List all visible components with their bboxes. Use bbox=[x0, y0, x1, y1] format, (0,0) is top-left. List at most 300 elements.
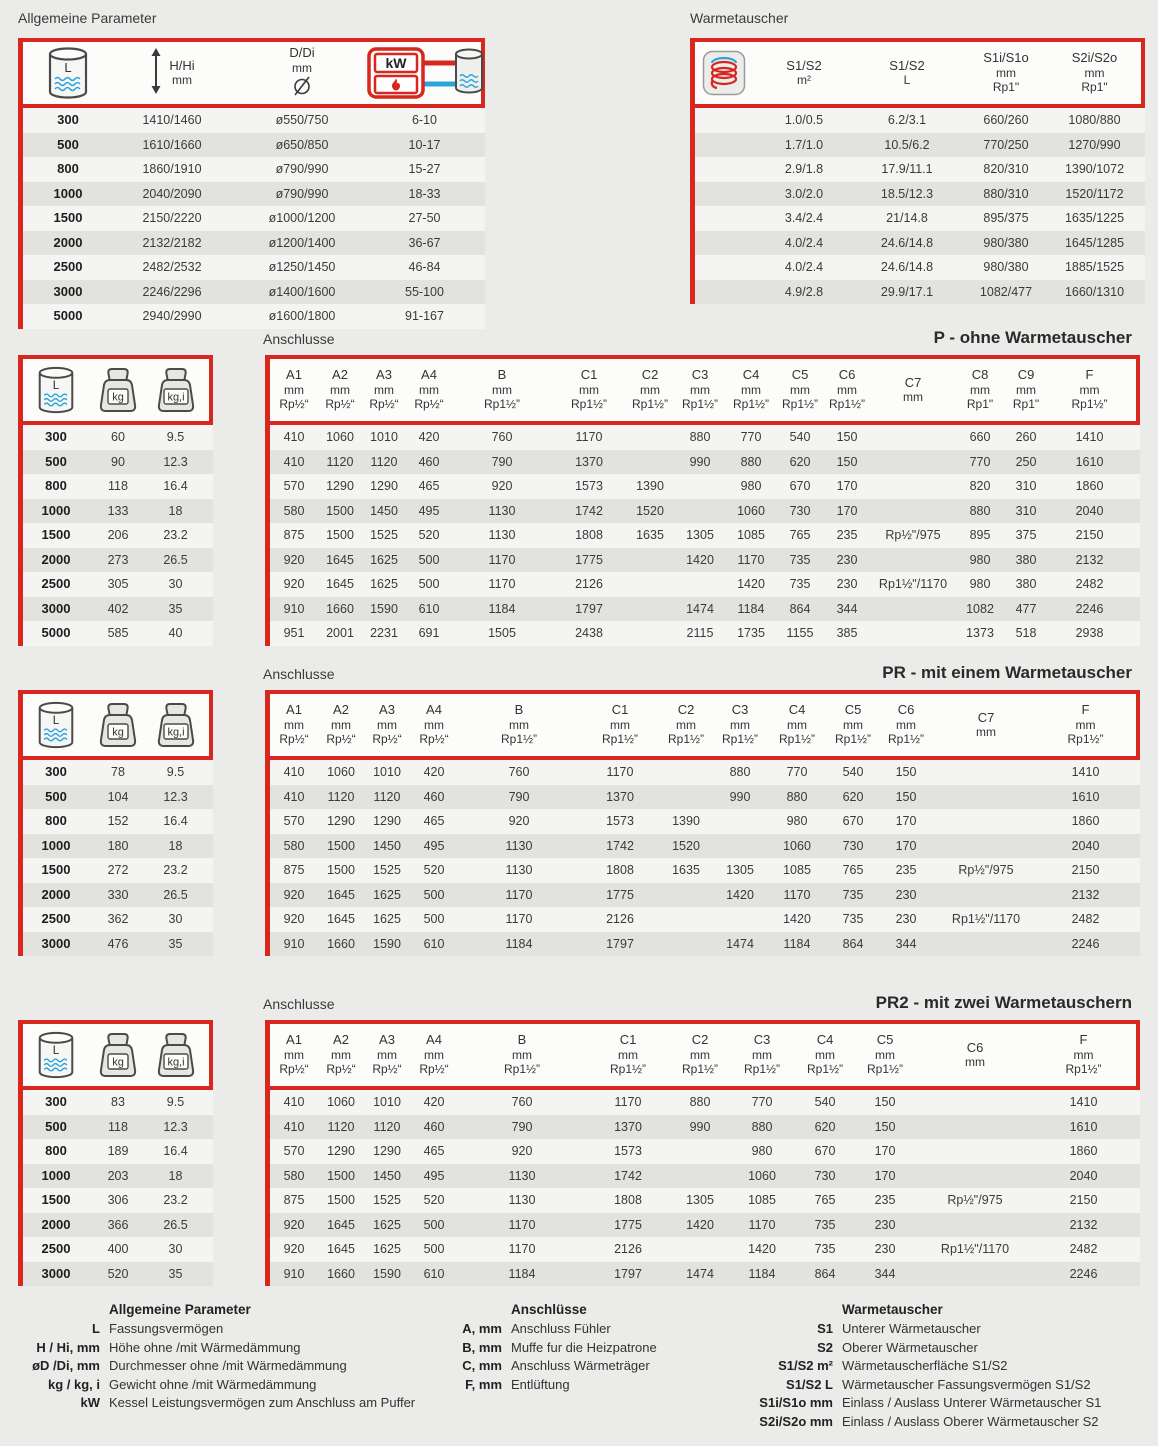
table-cell: 1610 bbox=[1075, 454, 1104, 469]
table-cell: 1305 bbox=[686, 528, 714, 542]
column-header: C3 mm Rp1½” bbox=[743, 1032, 781, 1077]
table-cell: 1520/1172 bbox=[1065, 186, 1124, 201]
table-cell: 730 bbox=[842, 838, 864, 853]
table-row bbox=[23, 523, 213, 548]
table-row bbox=[270, 523, 1140, 548]
column-header: C5 mm Rp1½” bbox=[781, 367, 819, 412]
legend-item bbox=[18, 1320, 428, 1339]
table-cell: 800 bbox=[45, 1143, 67, 1158]
table-cell: 880/310 bbox=[983, 186, 1029, 201]
table-cell: 410 bbox=[283, 765, 305, 779]
table-cell: 477 bbox=[1015, 601, 1037, 616]
table-row bbox=[270, 572, 1140, 597]
table-row bbox=[23, 1164, 213, 1189]
table-cell: 1130 bbox=[508, 1168, 536, 1183]
legend-title: Allgemeine Parameter bbox=[109, 1302, 251, 1317]
table-cell: 620 bbox=[814, 1119, 836, 1134]
table-cell: 500 bbox=[423, 1242, 445, 1256]
table-cell: 2126 bbox=[606, 912, 634, 926]
table-cell: 40 bbox=[168, 626, 183, 640]
table-cell: 500 bbox=[57, 136, 79, 152]
table-cell: 1184 bbox=[748, 1266, 776, 1281]
table-cell: 1520 bbox=[672, 838, 700, 853]
table-row bbox=[695, 182, 1145, 207]
table-cell: 1474 bbox=[686, 1266, 714, 1281]
table-cell: Rp1½"/1170 bbox=[940, 1242, 1010, 1256]
table-cell: 300 bbox=[45, 1094, 67, 1109]
table-cell: 691 bbox=[418, 626, 440, 640]
table-cell: 1170 bbox=[575, 430, 603, 444]
table-cell bbox=[870, 474, 956, 499]
table-cell: 800 bbox=[45, 813, 67, 828]
table-cell: 18 bbox=[168, 503, 183, 518]
table-cell: 3000 bbox=[53, 283, 83, 299]
table-cell: 1370 bbox=[606, 789, 634, 804]
table-cell: 1420 bbox=[737, 577, 765, 591]
connections-header-pr2 bbox=[270, 1020, 1140, 1090]
table-cell: 26.5 bbox=[163, 887, 188, 902]
table-row bbox=[270, 1188, 1140, 1213]
table-row bbox=[695, 108, 1145, 133]
table-cell: 735 bbox=[814, 1217, 836, 1232]
table-cell: 410 bbox=[283, 454, 305, 469]
table-row bbox=[23, 1139, 213, 1164]
section-title-pr: PR - mit einem Warmetauscher bbox=[882, 663, 1132, 682]
table-cell: Rp1½"/1170 bbox=[878, 577, 948, 591]
table-cell: 1420 bbox=[783, 912, 811, 926]
table-cell: 1808 bbox=[606, 863, 634, 877]
table-row bbox=[695, 206, 1145, 231]
table-cell: 990 bbox=[729, 789, 751, 804]
table-row bbox=[270, 834, 1140, 859]
table-cell: 920 bbox=[283, 887, 305, 902]
table-row bbox=[270, 932, 1140, 957]
table-row bbox=[270, 883, 1140, 908]
table-cell: 1645 bbox=[327, 1242, 355, 1256]
table-cell bbox=[660, 883, 712, 908]
table-cell: 180 bbox=[107, 838, 129, 853]
table-cell: 170 bbox=[895, 838, 917, 853]
column-header: C2 mm Rp1½” bbox=[631, 367, 669, 412]
svg-text:L: L bbox=[52, 714, 60, 728]
legend-item bbox=[436, 1320, 766, 1339]
table-cell: 2132/2182 bbox=[142, 235, 202, 250]
table-cell: 36-67 bbox=[408, 235, 441, 250]
table-cell: 920 bbox=[283, 912, 305, 926]
table-row bbox=[270, 597, 1140, 622]
column-header: B mm Rp1½” bbox=[503, 1032, 541, 1077]
table-row bbox=[270, 1090, 1140, 1115]
legend-description: Einlass / Auslass Oberer Wärmetauscher S2 bbox=[842, 1413, 1099, 1429]
table-cell bbox=[914, 1213, 1036, 1238]
weight-kg-icon bbox=[89, 359, 147, 421]
table-cell: 1184 bbox=[737, 601, 765, 616]
table-cell: 2940/2990 bbox=[142, 309, 202, 323]
table-cell: 920 bbox=[283, 1242, 305, 1256]
table-row bbox=[23, 834, 213, 859]
table-cell: 1184 bbox=[488, 601, 516, 616]
table-cell: 90 bbox=[111, 454, 125, 469]
table-cell: 735 bbox=[842, 887, 864, 902]
table-cell: 520 bbox=[107, 1266, 129, 1281]
table-cell: 2482/2532 bbox=[142, 260, 202, 274]
table-cell: 735 bbox=[842, 912, 864, 926]
weights-table-p bbox=[18, 355, 213, 646]
table-cell: 1060 bbox=[748, 1168, 776, 1183]
column-header: A3 mm Rp½“ bbox=[372, 702, 402, 747]
table-row bbox=[270, 809, 1140, 834]
table-cell bbox=[932, 809, 1040, 834]
table-cell: 1525 bbox=[373, 863, 401, 877]
legend-general-parameters bbox=[18, 1302, 428, 1413]
table-cell: 1270/990 bbox=[1068, 137, 1121, 152]
table-cell: 540 bbox=[814, 1095, 836, 1109]
table-row bbox=[23, 231, 485, 256]
column-header: C9 mm Rp1" bbox=[1012, 367, 1040, 412]
table-cell: 3000 bbox=[41, 935, 71, 951]
connections-body-p bbox=[270, 425, 1140, 646]
table-cell: 2500 bbox=[53, 259, 83, 274]
table-cell: 1500 bbox=[41, 1192, 71, 1207]
legend-key: S1/S2 m² bbox=[778, 1358, 833, 1373]
table-cell: 540 bbox=[789, 430, 811, 444]
table-cell: 10.5/6.2 bbox=[884, 137, 930, 152]
table-cell: 460 bbox=[418, 454, 440, 469]
table-cell: 230 bbox=[895, 912, 917, 926]
table-cell: 1170 bbox=[508, 1242, 536, 1256]
legend-key: S2i/S2o mm bbox=[759, 1413, 833, 1429]
table-cell: 15-27 bbox=[408, 162, 441, 176]
table-cell: 1085 bbox=[748, 1193, 776, 1207]
column-header: A2 mm Rp½“ bbox=[325, 367, 355, 412]
table-cell: Rp½"/975 bbox=[885, 528, 941, 542]
table-cell: 310 bbox=[1015, 503, 1037, 518]
legend-title: Warmetauscher bbox=[842, 1302, 943, 1317]
table-cell: 1742 bbox=[606, 838, 634, 853]
table-cell bbox=[932, 932, 1040, 957]
table-row bbox=[270, 499, 1140, 524]
table-cell: 420 bbox=[423, 765, 445, 779]
table-cell: 800 bbox=[45, 478, 67, 493]
table-cell: 1573 bbox=[575, 479, 603, 493]
table-cell: 2001 bbox=[326, 626, 354, 640]
table-cell: 2246 bbox=[1071, 936, 1100, 951]
table-cell: 520 bbox=[423, 863, 445, 877]
table-cell: 1082 bbox=[966, 601, 994, 616]
table-cell: 2126 bbox=[614, 1242, 642, 1256]
table-cell: 875 bbox=[283, 863, 305, 877]
table-cell bbox=[914, 1115, 1036, 1140]
table-cell: 660 bbox=[969, 430, 991, 444]
table-cell: 310 bbox=[1015, 479, 1037, 493]
weight-kg-icon bbox=[89, 1024, 147, 1086]
table-cell: 1184 bbox=[508, 1266, 536, 1281]
table-cell: 230 bbox=[874, 1242, 896, 1256]
column-header: C6 mm Rp1½” bbox=[828, 367, 866, 412]
table-cell: 9.5 bbox=[166, 430, 185, 444]
table-cell: 660/260 bbox=[983, 113, 1029, 127]
table-cell bbox=[670, 1237, 730, 1262]
table-cell: 2500 bbox=[41, 1241, 71, 1256]
table-cell: 980 bbox=[969, 552, 991, 567]
legend-item bbox=[18, 1394, 428, 1413]
table-cell: 1060 bbox=[783, 838, 811, 853]
column-header: C6 mm bbox=[965, 1039, 985, 1069]
table-cell bbox=[870, 450, 956, 475]
table-row bbox=[23, 760, 213, 785]
weights-header-p bbox=[23, 355, 213, 425]
weight-kgi-icon bbox=[147, 359, 204, 421]
table-cell: 410 bbox=[283, 1095, 305, 1109]
table-cell: 770 bbox=[751, 1095, 773, 1109]
table-cell: 1500 bbox=[326, 528, 354, 542]
legend-key: S1/S2 L bbox=[786, 1376, 833, 1392]
legend-item bbox=[745, 1357, 1145, 1376]
table-cell: 3.4/2.4 bbox=[784, 211, 824, 225]
table-cell: 570 bbox=[283, 814, 305, 828]
table-cell: 1060 bbox=[737, 503, 765, 518]
legend-key: kW bbox=[80, 1395, 100, 1410]
table-cell: 1130 bbox=[488, 528, 516, 542]
table-cell: 1735 bbox=[737, 626, 765, 640]
table-cell: 1170 bbox=[488, 552, 516, 567]
table-row bbox=[270, 1115, 1140, 1140]
legend-description: Wärmetauscherfläche S1/S2 bbox=[842, 1358, 1008, 1373]
table-cell: 170 bbox=[874, 1168, 896, 1183]
table-row bbox=[695, 157, 1145, 182]
table-cell bbox=[626, 597, 674, 622]
column-header: C7 mm bbox=[976, 709, 996, 739]
table-cell: 1170 bbox=[748, 1217, 776, 1232]
table-cell: 6.2/3.1 bbox=[887, 113, 927, 127]
heat-exchanger-coil-icon bbox=[695, 42, 753, 104]
table-cell: 1610/1660 bbox=[142, 137, 202, 152]
table-cell: 385 bbox=[836, 626, 858, 640]
heat-exchanger-table bbox=[690, 38, 1145, 304]
legend-description: Entlüftung bbox=[511, 1376, 570, 1392]
table-cell: 920 bbox=[491, 479, 513, 493]
table-cell: 1420 bbox=[726, 887, 754, 902]
table-cell: 170 bbox=[836, 503, 858, 518]
table-cell: 920 bbox=[283, 552, 305, 567]
table-cell: 118 bbox=[108, 1119, 128, 1134]
table-row bbox=[23, 1237, 213, 1262]
table-cell bbox=[626, 450, 674, 475]
table-cell: 1450 bbox=[370, 503, 398, 518]
table-cell: 2126 bbox=[575, 577, 603, 591]
table-cell: 1.7/1.0 bbox=[784, 137, 824, 152]
table-cell: 1060 bbox=[326, 430, 354, 444]
general-parameters-body bbox=[23, 108, 485, 329]
table-cell: 1290 bbox=[370, 479, 398, 493]
table-cell: 520 bbox=[418, 528, 440, 542]
table-cell: 1420 bbox=[748, 1242, 776, 1256]
table-cell bbox=[932, 834, 1040, 859]
table-cell: ø1200/1400 bbox=[268, 235, 336, 250]
legend-item bbox=[745, 1394, 1145, 1413]
table-cell: 3000 bbox=[41, 600, 71, 616]
tank-volume-icon bbox=[23, 694, 89, 756]
table-cell: 1373 bbox=[966, 626, 994, 640]
boiler-kw-icon bbox=[373, 42, 476, 104]
table-cell bbox=[712, 834, 768, 859]
table-cell: 790 bbox=[511, 1119, 533, 1134]
table-cell: 18-33 bbox=[408, 186, 441, 201]
table-cell: 1450 bbox=[373, 1168, 401, 1183]
weights-body-pr bbox=[23, 760, 213, 956]
table-cell: 235 bbox=[874, 1193, 896, 1207]
table-cell: 30 bbox=[168, 577, 183, 591]
connections-header-pr bbox=[270, 690, 1140, 760]
column-header: F mm Rp1½” bbox=[1071, 367, 1108, 412]
table-row bbox=[23, 548, 213, 573]
table-row bbox=[23, 425, 213, 450]
section-title-pr2: PR2 - mit zwei Warmetauschern bbox=[875, 993, 1132, 1012]
table-row bbox=[23, 932, 213, 957]
weights-body-p bbox=[23, 425, 213, 646]
column-header: A4 mm Rp½“ bbox=[419, 1032, 449, 1077]
column-header: A3 mm Rp½“ bbox=[372, 1032, 402, 1077]
table-cell: 260 bbox=[1015, 430, 1037, 444]
table-cell: 2040 bbox=[1069, 1168, 1098, 1183]
table-cell: 1130 bbox=[508, 1193, 536, 1207]
table-cell: 1120 bbox=[370, 454, 398, 469]
table-cell: 1420 bbox=[686, 552, 714, 567]
table-cell: 1590 bbox=[373, 1266, 401, 1281]
table-cell: 920 bbox=[283, 1217, 305, 1232]
table-cell: 460 bbox=[423, 1119, 445, 1134]
table-cell: 1010 bbox=[373, 765, 401, 779]
legend-key: A, mm bbox=[462, 1321, 502, 1336]
table-cell: 4.0/2.4 bbox=[784, 235, 824, 250]
general-parameters-heading: Allgemeine Parameter bbox=[18, 10, 157, 26]
weight-kgi-icon bbox=[147, 694, 204, 756]
table-cell: 306 bbox=[107, 1193, 129, 1207]
column-header-diameter: D/Di mm bbox=[231, 42, 373, 104]
table-cell: 610 bbox=[423, 936, 445, 951]
table-cell: 500 bbox=[423, 912, 445, 926]
table-cell: 2150 bbox=[1069, 1193, 1098, 1207]
weight-kgi-icon bbox=[147, 1024, 204, 1086]
table-cell: 1860 bbox=[1069, 1144, 1098, 1158]
legend-description: Oberer Wärmetauscher bbox=[842, 1339, 978, 1355]
table-cell: 1500 bbox=[41, 527, 71, 542]
table-cell: 12.3 bbox=[163, 789, 188, 804]
anschlusse-label-pr: Anschlusse bbox=[263, 666, 335, 682]
table-cell: ø550/750 bbox=[275, 113, 329, 127]
table-cell: 1573 bbox=[606, 814, 634, 828]
table-cell: 30 bbox=[168, 1242, 183, 1256]
legend-description: Fassungsvermögen bbox=[109, 1321, 224, 1336]
table-cell: 2438 bbox=[575, 626, 603, 640]
legend-key: S1 bbox=[817, 1321, 833, 1336]
table-cell bbox=[870, 548, 956, 573]
table-row bbox=[23, 1262, 213, 1287]
legend-warmetauscher bbox=[745, 1302, 1145, 1431]
legend-description: Gewicht ohne /mit Wärmedämmung bbox=[109, 1376, 317, 1392]
table-cell: 1860 bbox=[1071, 814, 1100, 828]
table-cell: 2132 bbox=[1071, 887, 1100, 902]
table-cell bbox=[932, 785, 1040, 810]
table-cell: 1010 bbox=[370, 430, 398, 444]
table-cell: 465 bbox=[423, 814, 445, 828]
table-cell: 910 bbox=[283, 601, 305, 616]
table-cell: 410 bbox=[283, 1119, 305, 1134]
table-cell: 1645 bbox=[327, 912, 355, 926]
table-cell: 770 bbox=[740, 430, 762, 444]
svg-text:L: L bbox=[64, 60, 72, 75]
table-cell: 518 bbox=[1015, 626, 1037, 640]
table-cell: 330 bbox=[107, 887, 129, 902]
table-cell bbox=[626, 548, 674, 573]
table-cell: 1290 bbox=[373, 1144, 401, 1158]
table-cell: 1625 bbox=[370, 552, 398, 567]
table-cell: 1500 bbox=[327, 1168, 355, 1183]
table-cell: 1410 bbox=[1069, 1095, 1098, 1109]
table-cell bbox=[932, 760, 1040, 785]
svg-text:L: L bbox=[52, 1044, 60, 1058]
column-header: S1i/S1o mm Rp1" bbox=[983, 50, 1029, 95]
table-cell: ø1400/1600 bbox=[268, 284, 336, 299]
table-cell: 344 bbox=[895, 936, 917, 951]
table-cell: 118 bbox=[108, 479, 128, 493]
table-cell: 2000 bbox=[41, 551, 71, 567]
table-cell: 2132 bbox=[1069, 1217, 1098, 1232]
legend-item bbox=[18, 1357, 428, 1376]
weights-table-pr2 bbox=[18, 1020, 213, 1286]
table-cell: 1170 bbox=[505, 887, 533, 902]
legend-key: S2 bbox=[817, 1339, 833, 1355]
table-cell: 1590 bbox=[373, 936, 401, 951]
table-cell: 670 bbox=[814, 1144, 836, 1158]
table-row bbox=[23, 474, 213, 499]
table-row bbox=[695, 133, 1145, 158]
table-cell bbox=[626, 572, 674, 597]
svg-text:kg: kg bbox=[112, 1056, 124, 1069]
table-cell: 2482 bbox=[1071, 912, 1100, 926]
table-row bbox=[270, 1262, 1140, 1287]
table-cell: 1290 bbox=[327, 1144, 355, 1158]
table-cell: 500 bbox=[418, 577, 440, 591]
table-cell: 46-84 bbox=[408, 260, 441, 274]
table-cell: 730 bbox=[814, 1168, 836, 1183]
table-cell: 170 bbox=[874, 1144, 896, 1158]
general-parameters-header bbox=[23, 38, 485, 108]
table-cell bbox=[660, 760, 712, 785]
table-cell: 1290 bbox=[326, 479, 354, 493]
table-cell: 18 bbox=[168, 1168, 183, 1183]
table-cell: 1.0/0.5 bbox=[784, 113, 824, 127]
table-cell: 895 bbox=[969, 528, 991, 542]
legend-description: Muffe fur die Heizpatrone bbox=[511, 1339, 657, 1355]
table-row bbox=[23, 1188, 213, 1213]
legend-description: Anschluss Fühler bbox=[511, 1321, 611, 1336]
table-cell: 35 bbox=[168, 1266, 183, 1281]
table-cell: Rp½"/975 bbox=[958, 863, 1014, 877]
table-cell: 1170 bbox=[606, 765, 634, 779]
column-header: C6 mm Rp1½” bbox=[887, 702, 925, 747]
table-cell: 35 bbox=[168, 936, 183, 951]
connections-body-pr bbox=[270, 760, 1140, 956]
diameter-icon bbox=[292, 75, 312, 100]
table-row bbox=[23, 108, 485, 133]
table-cell: 1010 bbox=[373, 1095, 401, 1109]
table-cell: 1170 bbox=[614, 1095, 642, 1109]
table-cell: 820/310 bbox=[983, 162, 1029, 176]
table-cell: 1155 bbox=[786, 626, 814, 640]
table-cell bbox=[870, 425, 956, 450]
table-cell: 1130 bbox=[505, 863, 533, 877]
